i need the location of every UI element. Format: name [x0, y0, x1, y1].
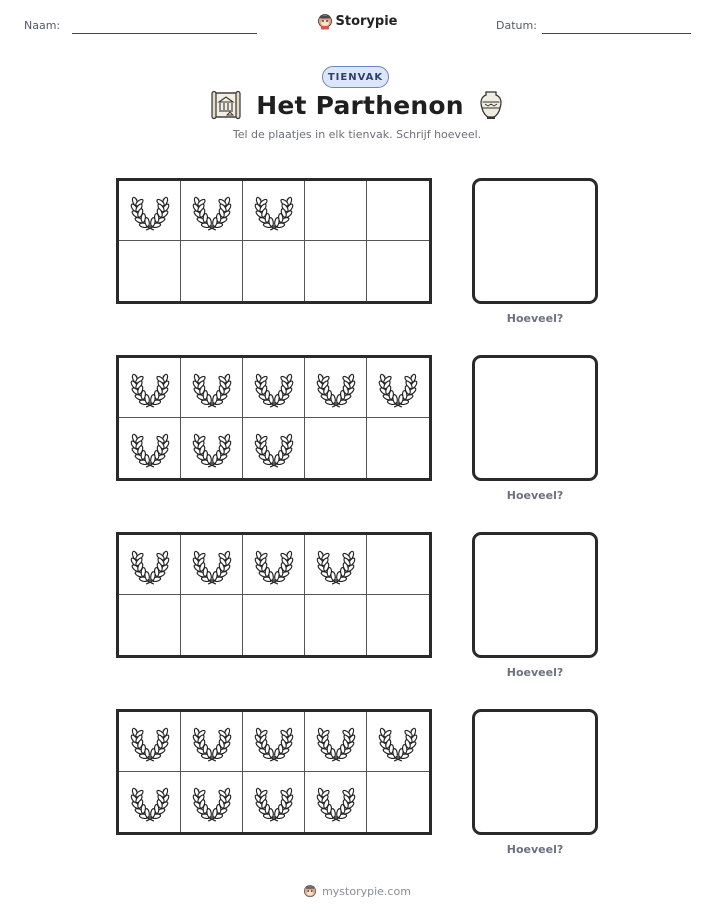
answer-box[interactable] [472, 709, 598, 835]
mascot-icon [303, 884, 317, 899]
ten-frame-cell [243, 595, 305, 655]
footer [0, 884, 714, 899]
laurel-wreath-icon [191, 190, 233, 232]
title-row [0, 90, 714, 120]
ten-frame-cell [243, 535, 305, 595]
answer-label: Hoeveel? [506, 312, 564, 325]
laurel-wreath-icon [253, 781, 295, 823]
laurel-wreath-icon [191, 781, 233, 823]
ten-frame-cell [243, 181, 305, 241]
brand-logo [0, 13, 714, 30]
ten-frame-cell [305, 595, 367, 655]
ten-frame-cell [119, 772, 181, 832]
laurel-wreath-icon [129, 190, 171, 232]
laurel-wreath-icon [129, 427, 171, 469]
answer-box[interactable] [472, 178, 598, 304]
answer-label: Hoeveel? [506, 666, 564, 679]
ten-frame-cell [181, 535, 243, 595]
greek-vase-icon [478, 90, 504, 120]
ten-frame-cell [181, 358, 243, 418]
ten-frame-cell [305, 712, 367, 772]
answer-box[interactable] [472, 532, 598, 658]
ten-frame-cell [305, 772, 367, 832]
answer-label: Hoeveel? [506, 843, 564, 856]
laurel-wreath-icon [129, 367, 171, 409]
ten-frame [116, 709, 432, 835]
ten-frame-cell [243, 772, 305, 832]
laurel-wreath-icon [129, 781, 171, 823]
laurel-wreath-icon [315, 367, 357, 409]
name-label: Naam: [24, 19, 61, 32]
ten-frame-cell [119, 358, 181, 418]
ten-frame-cell [305, 535, 367, 595]
laurel-wreath-icon [315, 781, 357, 823]
ten-frame-cell [367, 712, 429, 772]
laurel-wreath-icon [315, 544, 357, 586]
laurel-wreath-icon [253, 367, 295, 409]
ten-frame-cell [181, 418, 243, 478]
laurel-wreath-icon [191, 544, 233, 586]
ten-frame-cell [367, 241, 429, 301]
laurel-wreath-icon [191, 367, 233, 409]
mascot-icon [317, 13, 333, 30]
laurel-wreath-icon [253, 721, 295, 763]
ten-frame-cell [119, 181, 181, 241]
ten-frame-cell [367, 418, 429, 478]
footer-url: mystorypie.com [322, 885, 411, 898]
answer-box[interactable] [472, 355, 598, 481]
laurel-wreath-icon [315, 721, 357, 763]
ten-frame-cell [119, 418, 181, 478]
ten-frame-cell [367, 772, 429, 832]
ten-frame-cell [305, 418, 367, 478]
ten-frame [116, 532, 432, 658]
answer-label: Hoeveel? [506, 489, 564, 502]
laurel-wreath-icon [253, 190, 295, 232]
ten-frame-cell [119, 535, 181, 595]
name-line[interactable] [72, 33, 257, 34]
instructions: Tel de plaatjes in elk tienvak. Schrijf hoeveel. [232, 128, 482, 141]
laurel-wreath-icon [129, 544, 171, 586]
ten-frame-cell [119, 241, 181, 301]
laurel-wreath-icon [253, 544, 295, 586]
ten-frame-cell [181, 241, 243, 301]
laurel-wreath-icon [253, 427, 295, 469]
laurel-wreath-icon [191, 427, 233, 469]
date-label: Datum: [496, 19, 537, 32]
date-line[interactable] [542, 33, 691, 34]
ten-frame [116, 355, 432, 481]
ten-frame-cell [181, 772, 243, 832]
ten-frame-cell [367, 535, 429, 595]
ten-frame-cell [243, 358, 305, 418]
ten-frame-cell [243, 712, 305, 772]
ten-frame [116, 178, 432, 304]
laurel-wreath-icon [377, 367, 419, 409]
ten-frame-cell [305, 241, 367, 301]
laurel-wreath-icon [129, 721, 171, 763]
ten-frame-cell [243, 418, 305, 478]
ten-frame-cell [181, 595, 243, 655]
tenframe-tag: TIENVAK [322, 66, 389, 88]
page-title: Het Parthenon [256, 90, 464, 120]
parthenon-scroll-icon [210, 90, 242, 120]
laurel-wreath-icon [191, 721, 233, 763]
ten-frame-cell [367, 358, 429, 418]
ten-frame-cell [305, 181, 367, 241]
ten-frame-cell [305, 358, 367, 418]
ten-frame-cell [367, 595, 429, 655]
ten-frame-cell [367, 181, 429, 241]
ten-frame-cell [119, 712, 181, 772]
ten-frame-cell [243, 241, 305, 301]
brand-name: Storypie [335, 14, 398, 29]
ten-frame-cell [181, 181, 243, 241]
laurel-wreath-icon [377, 721, 419, 763]
ten-frame-cell [119, 595, 181, 655]
ten-frame-cell [181, 712, 243, 772]
